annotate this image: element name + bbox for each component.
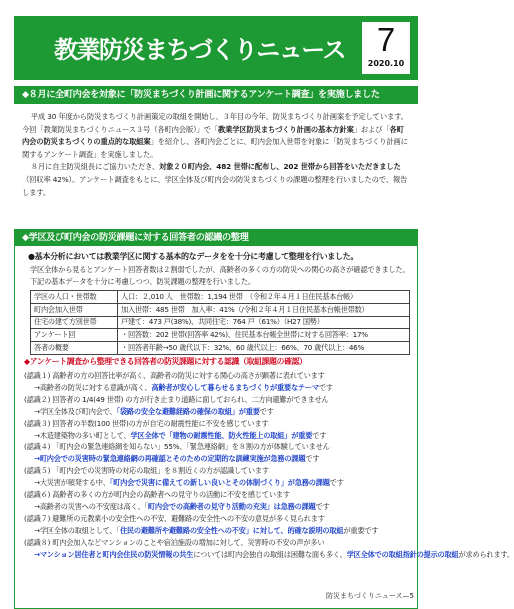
section1-paragraph-2: ８月に自主防災組長にご協力いただき、対象２０町内会、482 世帯に配布し、202 世帯から回答をいただきました（回収率 42%）。アンケート調査をもとに、学区全体及び町内会の防災まちづくりの課題の整理を行いましたので、報告します。 (22, 162, 408, 197)
newsletter-title: 教業防災まちづくりニュース (54, 36, 346, 64)
issue-finding-line: (認識７) 避難所の元教業小の安全性への不安、避難路の安全性への不安の意見が多く見られます (24, 513, 325, 523)
issue-finding-line: (認識８) 町内会加入などマンションのことや宿泊施設の増加に対して、災害時の不安の声が多い (24, 537, 325, 547)
issue-box (362, 22, 410, 74)
table-row: 答者の概要 ・回答者年齢→50 歳代以下：32%、60 歳代以上：66%、70 歳代以上：46% (31, 342, 410, 355)
page-footer: 防災まちづくりニュース—5 (325, 592, 414, 600)
section2-heading: ◆学区及び町内会の防災課題に対する回答者の認識の整理 (22, 232, 249, 243)
issue-action-line: →マンション居住者と町内会住民の防災情報の共生については町内会独自の取組は困難な面も多く、学区全体での取組指針の提示の取組が求められます。 (34, 549, 514, 559)
table-row: 学区の人口・世帯数 人口：２,010 人 世帯数：1,194 世帯 （令和２年４月１日住民基本台帳） (31, 291, 410, 304)
issue-action-line: →大災害が頻発する中、「町内会で災害に備えての新しい良いとその体制づくり」が急務の課題です (34, 478, 344, 488)
section1-heading-bar (14, 86, 418, 104)
section1-heading: ◆８月に全町内会を対象に「防災まちづくり計画に関するアンケート調査」を実施しました (22, 89, 380, 100)
issue-action-line: →学区全体及び町内会で、「袋路の安全な避難経路の確保の取組」が重要です (34, 406, 274, 416)
section2-heading-bar (14, 229, 418, 246)
issue-finding-line: (認識５) 「町内会での災害時の対応の取組」を８割近くの方が認識しています (24, 466, 269, 476)
issue-action-line: →学区全体の取組として、「住民の避難所や避難路の安全性への不安」に対して、的確な説明の取組が重要です (34, 525, 379, 535)
issue-action-line: →高齢者の災害への不安度は高く、「町内会での高齢者の見守り活動の充実」は急務の課題です (34, 501, 330, 511)
issues-heading: ◆アンケート調査から整理できる回答者の防災課題に対する認識（取組課題の確認） (24, 357, 307, 366)
basic-analysis-text: 学区全体から見るとアンケート回答者数は２割弱でしたが、高齢者の多くの方の防災への関心の高さが確認できました。下記の基本データを十分に考慮しつつ、防災課題の整理を行いました。 (30, 265, 410, 286)
issue-finding-line: (認識４) 「町内会の緊急連絡網を知らない」55%、「緊急連絡網」を８割の方が体験していません (24, 442, 330, 452)
issue-number: 7 (376, 21, 396, 58)
header-banner (14, 16, 418, 80)
section1-paragraph-1: 平成 30 年度から防災まちづくり計画策定の取組を開始し、３年目の今年、防災まちづくり計画案を予定しています。今回「教業防災まちづくりニュース３号（各町内会版）」で「教業学区防災まちづくり計画の基本方針案」および「各町内会の防災まちづくりの重点的な取組案」を紹介し、各町内会ごとに、町内会加入世帯を対象に「防災まちづくり計画に関するアンケート調査」を実施しました。 (22, 112, 408, 159)
issue-date: 2020.10 (367, 59, 405, 68)
issue-action-line: →木造建築物の多い町として、学区全体で「建物の耐震性能、防火性能上の取組」が重要です (34, 430, 327, 440)
issue-finding-line: (認識２) 回答者の 1/4(49 世帯) の方が行き止まり道路に面しておられ、二方向避難ができません (24, 394, 329, 404)
issue-action-line: →高齢者の防災に対する意識が高く、高齢者が安心して暮らせるまちづくりが重要なテーマです (34, 382, 333, 392)
basic-analysis-heading: ●基本分析においては教業学区に関する基本的なデータをを十分に考慮して整理を行いました。 (28, 252, 359, 261)
section1-body (22, 111, 410, 199)
issue-action-line: →町内会での災害時の緊急連絡網の再確認とそのための定期的な訓練実施が急務の課題です (34, 454, 320, 464)
table-row: アンケート回 ・回答数：202 世帯(回答率 42%)、住民基本台帳全世帯に対する回答率：17% (31, 329, 410, 342)
issue-finding-line: (認識１) 高齢者の方の回答比率が高く、高齢者の防災に対する関心の高さが顕著に表れています (24, 371, 325, 380)
basic-data-table (30, 290, 410, 355)
issue-finding-line: (認識６) 高齢者の多くの方が町内会の高齢者への見守りの活動に不安を感じています (24, 490, 290, 500)
issue-finding-line: (認識３) 回答者の半数(100 世帯)の方が自宅の耐震性能に不安を感じています (24, 418, 269, 428)
table-row: 住宅の建て方別世帯 戸建て：473 戸(38%)、共同住宅：764 戸（61%）（H27 国勢） (31, 316, 410, 329)
table-row: 町内会加入世帯 加入世帯：485 世帯 加入率：41%（/令和２年４月１日住民基本台帳世帯数） (31, 303, 410, 316)
issues-list (24, 370, 514, 561)
